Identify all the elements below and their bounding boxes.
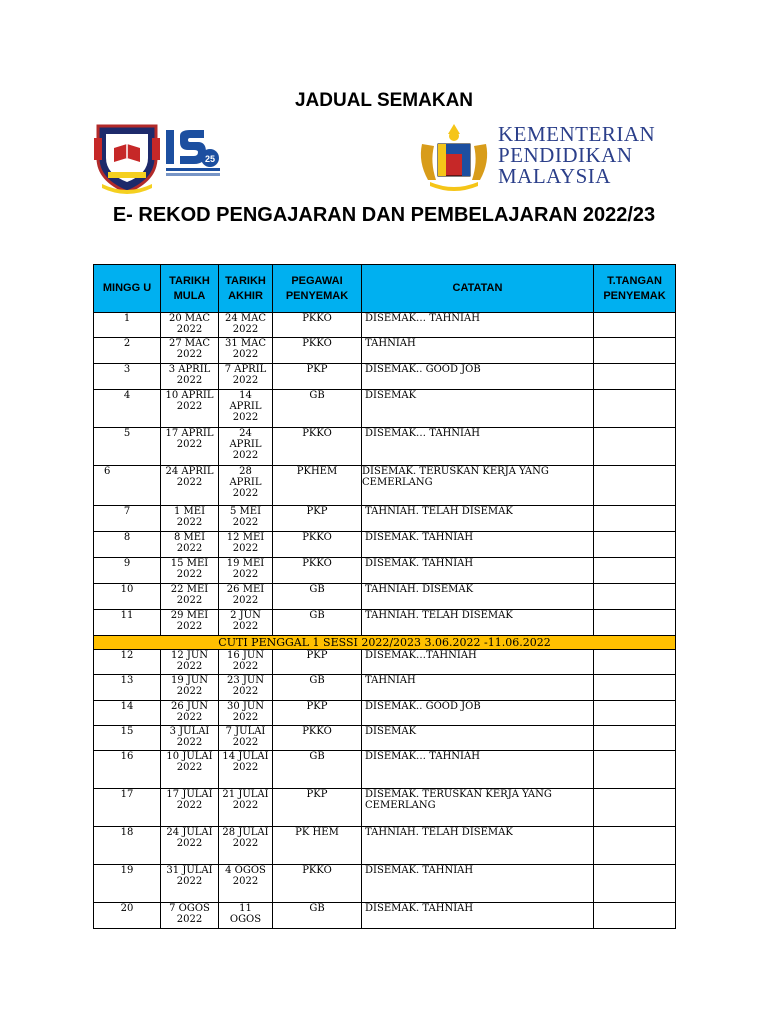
cell-tarikh-akhir: 23 JUN 2022 <box>219 675 273 701</box>
cell-tarikh-mula: 3 APRIL 2022 <box>161 364 219 390</box>
cell-ttangan <box>594 390 676 428</box>
table-row <box>94 726 676 751</box>
cell-tarikh-mula: 3 JULAI 2022 <box>161 726 219 751</box>
cell-tarikh-akhir: 30 JUN 2022 <box>219 701 273 726</box>
is-25-logo <box>164 126 222 178</box>
cell-minggu: 17 <box>94 789 161 827</box>
cell-pegawai: PKHEM <box>273 466 362 506</box>
cell-pegawai: PKP <box>273 650 362 675</box>
cell-ttangan <box>594 532 676 558</box>
cell-catatan: DISEMAK. TAHNIAH <box>362 865 594 903</box>
cell-pegawai: GB <box>273 751 362 789</box>
table-row <box>94 903 676 929</box>
cell-minggu: 11 <box>94 610 161 636</box>
cell-minggu: 5 <box>94 428 161 466</box>
cell-pegawai: PKKO <box>273 338 362 364</box>
cell-pegawai: PKKO <box>273 726 362 751</box>
cell-minggu: 20 <box>94 903 161 929</box>
cell-tarikh-akhir: 14 JULAI 2022 <box>219 751 273 789</box>
cell-tarikh-mula: 1 MEI 2022 <box>161 506 219 532</box>
col-header-pegawai: PEGAWAI PENYEMAK <box>273 265 362 313</box>
cell-catatan: DISEMAK. TAHNIAH <box>362 558 594 584</box>
table-row <box>94 650 676 675</box>
cell-pegawai: PKP <box>273 701 362 726</box>
cell-ttangan <box>594 726 676 751</box>
cell-tarikh-akhir: 24 APRIL 2022 <box>219 428 273 466</box>
cell-ttangan <box>594 428 676 466</box>
cell-catatan: DISEMAK <box>362 390 594 428</box>
cell-minggu: 9 <box>94 558 161 584</box>
table-row <box>94 364 676 390</box>
cell-tarikh-mula: 12 JUN 2022 <box>161 650 219 675</box>
cell-pegawai: GB <box>273 610 362 636</box>
cell-tarikh-akhir: 5 MEI 2022 <box>219 506 273 532</box>
cell-catatan: TAHNIAH. TELAH DISEMAK <box>362 506 594 532</box>
col-header-catatan: CATATAN <box>362 265 594 313</box>
cell-minggu: 2 <box>94 338 161 364</box>
cell-catatan: DISEMAK.. GOOD JOB <box>362 701 594 726</box>
cell-tarikh-akhir: 19 MEI 2022 <box>219 558 273 584</box>
cell-ttangan <box>594 466 676 506</box>
cell-tarikh-mula: 24 APRIL 2022 <box>161 466 219 506</box>
col-header-tarikh-akhir: TARIKH AKHIR <box>219 265 273 313</box>
cell-tarikh-akhir: 16 JUN 2022 <box>219 650 273 675</box>
cell-ttangan <box>594 827 676 865</box>
cell-catatan: TAHNIAH <box>362 338 594 364</box>
cell-tarikh-akhir: 7 JULAI 2022 <box>219 726 273 751</box>
table-row <box>94 789 676 827</box>
holiday-banner-row <box>94 636 676 650</box>
cell-tarikh-akhir: 28 APRIL 2022 <box>219 466 273 506</box>
col-header-ttangan: T.TANGAN PENYEMAK <box>594 265 676 313</box>
cell-pegawai: PKP <box>273 789 362 827</box>
review-schedule-table <box>93 264 676 929</box>
cell-tarikh-mula: 24 JULAI 2022 <box>161 827 219 865</box>
cell-tarikh-mula: 27 MAC 2022 <box>161 338 219 364</box>
cell-ttangan <box>594 751 676 789</box>
cell-pegawai: PKKO <box>273 532 362 558</box>
table-row <box>94 827 676 865</box>
cell-minggu: 4 <box>94 390 161 428</box>
cell-pegawai: PKKO <box>273 313 362 338</box>
cell-ttangan <box>594 313 676 338</box>
cell-pegawai: PK HEM <box>273 827 362 865</box>
cell-catatan: TAHNIAH. TELAH DISEMAK <box>362 610 594 636</box>
cell-catatan: TAHNIAH. TELAH DISEMAK <box>362 827 594 865</box>
cell-pegawai: PKKO <box>273 865 362 903</box>
cell-ttangan <box>594 338 676 364</box>
cell-tarikh-akhir: 28 JULAI 2022 <box>219 827 273 865</box>
cell-minggu: 14 <box>94 701 161 726</box>
table-row <box>94 506 676 532</box>
cell-pegawai: GB <box>273 675 362 701</box>
table-row <box>94 701 676 726</box>
holiday-banner: CUTI PENGGAL 1 SESSI 2022/2023 3.06.2022 -11.06.2022 <box>94 636 676 650</box>
cell-tarikh-akhir: 14 APRIL 2022 <box>219 390 273 428</box>
cell-minggu: 10 <box>94 584 161 610</box>
cell-pegawai: PKP <box>273 364 362 390</box>
cell-tarikh-mula: 20 MAC 2022 <box>161 313 219 338</box>
cell-tarikh-akhir: 26 MEI 2022 <box>219 584 273 610</box>
col-header-minggu: MINGG U <box>94 265 161 313</box>
svg-text:25: 25 <box>204 154 216 164</box>
table-row <box>94 390 676 428</box>
school-crest-logo <box>92 118 162 194</box>
cell-catatan: DISEMAK. TERUSKAN KERJA YANG CEMERLANG <box>362 789 594 827</box>
cell-ttangan <box>594 865 676 903</box>
cell-minggu: 15 <box>94 726 161 751</box>
cell-pegawai: GB <box>273 390 362 428</box>
cell-tarikh-akhir: 21 JULAI 2022 <box>219 789 273 827</box>
cell-pegawai: GB <box>273 584 362 610</box>
cell-minggu: 18 <box>94 827 161 865</box>
cell-pegawai: PKKO <box>273 558 362 584</box>
cell-minggu: 1 <box>94 313 161 338</box>
cell-tarikh-mula: 22 MEI 2022 <box>161 584 219 610</box>
cell-minggu: 16 <box>94 751 161 789</box>
cell-tarikh-akhir: 24 MAC 2022 <box>219 313 273 338</box>
cell-catatan: DISEMAK <box>362 726 594 751</box>
ministry-name-line1: KEMENTERIAN <box>498 122 656 146</box>
cell-tarikh-mula: 10 JULAI 2022 <box>161 751 219 789</box>
cell-tarikh-mula: 17 APRIL 2022 <box>161 428 219 466</box>
table-header-row <box>94 265 676 313</box>
ministry-crest-logo <box>416 122 492 192</box>
table-row <box>94 675 676 701</box>
table-body <box>94 313 676 929</box>
page-title: JADUAL SEMAKAN <box>294 90 474 111</box>
col-header-tarikh-mula: TARIKH MULA <box>161 265 219 313</box>
cell-tarikh-mula: 26 JUN 2022 <box>161 701 219 726</box>
ministry-name-line3: MALAYSIA <box>498 164 611 188</box>
cell-catatan: DISEMAK.. GOOD JOB <box>362 364 594 390</box>
cell-catatan: TAHNIAH. DISEMAK <box>362 584 594 610</box>
cell-minggu: 13 <box>94 675 161 701</box>
cell-ttangan <box>594 650 676 675</box>
cell-catatan: DISEMAK. TAHNIAH <box>362 903 594 929</box>
cell-ttangan <box>594 506 676 532</box>
table-row <box>94 610 676 636</box>
cell-tarikh-mula: 31 JULAI 2022 <box>161 865 219 903</box>
cell-tarikh-mula: 7 OGOS 2022 <box>161 903 219 929</box>
cell-minggu: 7 <box>94 506 161 532</box>
cell-minggu: 19 <box>94 865 161 903</box>
cell-tarikh-mula: 15 MEI 2022 <box>161 558 219 584</box>
cell-pegawai: PKKO <box>273 428 362 466</box>
ministry-name <box>498 124 655 187</box>
cell-tarikh-mula: 8 MEI 2022 <box>161 532 219 558</box>
cell-catatan: DISEMAK… TAHNIAH <box>362 428 594 466</box>
table-row <box>94 584 676 610</box>
cell-tarikh-mula: 10 APRIL 2022 <box>161 390 219 428</box>
cell-catatan: DISEMAK. TERUSKAN KERJA YANG CEMERLANG <box>362 466 594 506</box>
table-row <box>94 865 676 903</box>
cell-ttangan <box>594 675 676 701</box>
cell-ttangan <box>594 584 676 610</box>
cell-catatan: TAHNIAH <box>362 675 594 701</box>
cell-tarikh-mula: 19 JUN 2022 <box>161 675 219 701</box>
cell-tarikh-mula: 29 MEI 2022 <box>161 610 219 636</box>
cell-tarikh-akhir: 12 MEI 2022 <box>219 532 273 558</box>
cell-ttangan <box>594 364 676 390</box>
cell-minggu: 12 <box>94 650 161 675</box>
table-row <box>94 313 676 338</box>
cell-tarikh-akhir: 2 JUN 2022 <box>219 610 273 636</box>
cell-tarikh-akhir: 11 OGOS <box>219 903 273 929</box>
cell-pegawai: GB <box>273 903 362 929</box>
cell-ttangan <box>594 558 676 584</box>
cell-pegawai: PKP <box>273 506 362 532</box>
table-row <box>94 532 676 558</box>
cell-tarikh-akhir: 7 APRIL 2022 <box>219 364 273 390</box>
cell-tarikh-akhir: 4 OGOS 2022 <box>219 865 273 903</box>
cell-minggu: 3 <box>94 364 161 390</box>
cell-ttangan <box>594 701 676 726</box>
cell-catatan: DISEMAK…TAHNIAH <box>362 650 594 675</box>
page-subtitle: E- REKOD PENGAJARAN DAN PEMBELAJARAN 2022/23 <box>112 204 656 226</box>
table-row <box>94 428 676 466</box>
cell-tarikh-mula: 17 JULAI 2022 <box>161 789 219 827</box>
cell-minggu: 6 <box>94 466 161 506</box>
table-row <box>94 558 676 584</box>
cell-catatan: DISEMAK… TAHNIAH <box>362 751 594 789</box>
cell-catatan: DISEMAK… TAHNIAH <box>362 313 594 338</box>
cell-ttangan <box>594 903 676 929</box>
cell-catatan: DISEMAK. TAHNIAH <box>362 532 594 558</box>
cell-ttangan <box>594 610 676 636</box>
table-row <box>94 338 676 364</box>
table-row <box>94 466 676 506</box>
table-row <box>94 751 676 789</box>
cell-minggu: 8 <box>94 532 161 558</box>
cell-tarikh-akhir: 31 MAC 2022 <box>219 338 273 364</box>
cell-ttangan <box>594 789 676 827</box>
ministry-name-line2: PENDIDIKAN <box>498 143 633 167</box>
